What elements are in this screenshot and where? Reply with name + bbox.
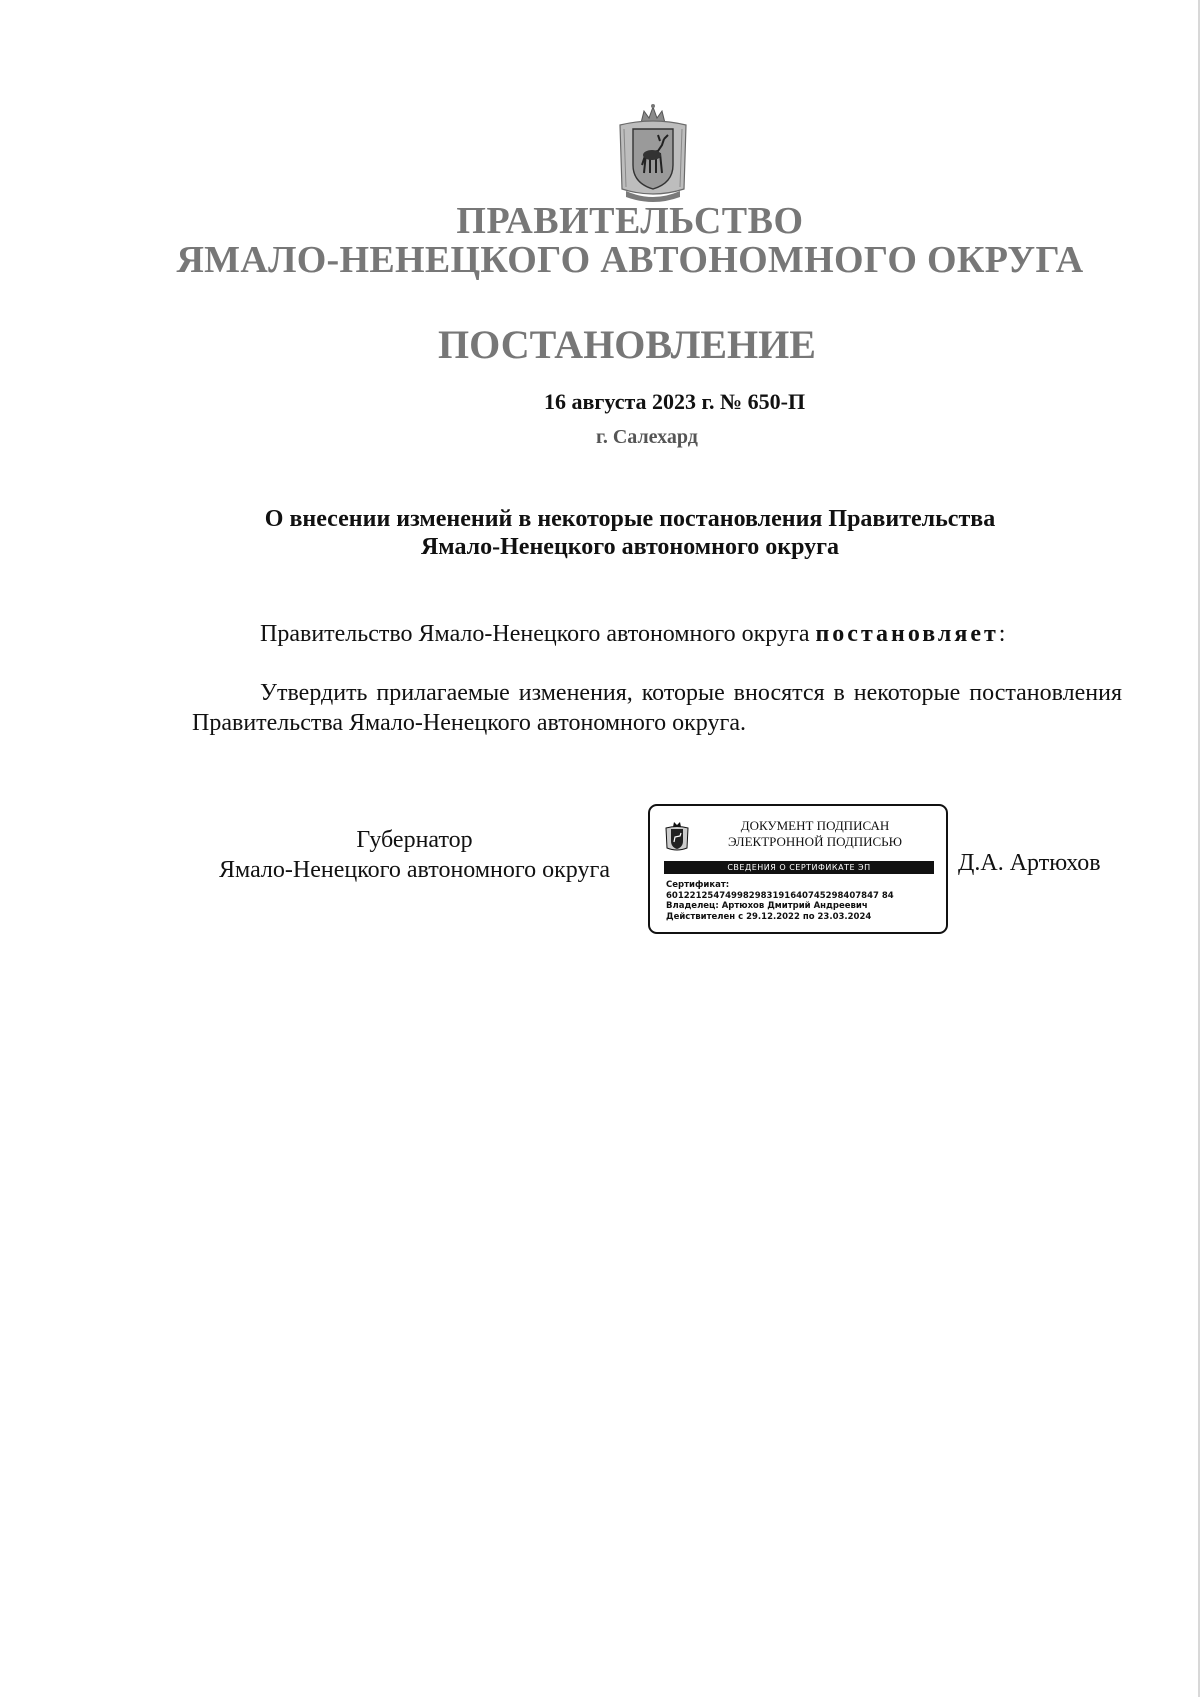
signer-title xyxy=(192,825,637,885)
stamp-owner: Владелец: Артюхов Дмитрий Андреевич xyxy=(666,901,868,911)
subject-line2: Ямало-Ненецкого автономного округа xyxy=(420,534,840,560)
stamp-heading-line2: ЭЛЕКТРОННОЙ ПОДПИСЬЮ xyxy=(728,834,902,849)
stamp-cert-label: Сертификат: xyxy=(666,880,730,890)
stamp-heading-line1: ДОКУМЕНТ ПОДПИСАН xyxy=(740,818,890,833)
document-city: г. Салехард xyxy=(596,426,698,448)
intro-text: Правительство Ямало-Ненецкого автономного округа xyxy=(260,621,816,647)
org-name-line1: ПРАВИТЕЛЬСТВО xyxy=(456,200,804,242)
coat-of-arms-icon xyxy=(616,103,690,203)
stamp-heading xyxy=(690,818,940,850)
signer-name: Д.А. Артюхов xyxy=(958,850,1101,876)
subject-line1: О внесении изменений в некоторые постановления Правительства xyxy=(264,506,996,532)
document-date-number: 16 августа 2023 г. № 650-П xyxy=(544,389,806,414)
signer-title-line1: Губернатор xyxy=(356,827,473,853)
stamp-validity: Действителен с 29.12.2022 по 23.03.2024 xyxy=(666,911,872,922)
intro-tail: : xyxy=(998,621,1006,647)
resolution-intro xyxy=(260,621,1005,648)
org-name-line2: ЯМАЛО-НЕНЕЦКОГО АВТОНОМНОГО ОКРУГА xyxy=(176,239,1084,281)
resolution-body: Утвердить прилагаемые изменения, которые вносятся в некоторые постановления Правительства Ямало-Ненецкого автономного округа. xyxy=(192,680,1122,736)
document-type-title: ПОСТАНОВЛЕНИЕ xyxy=(438,322,816,367)
signer-title-line2: Ямало-Ненецкого автономного округа xyxy=(219,857,610,883)
electronic-signature-stamp xyxy=(648,804,948,934)
stamp-cert-number: 601221254749982983191640745298407847 84 xyxy=(666,890,894,901)
intro-emphasis: постановляет xyxy=(815,621,999,647)
stamp-certificate-bar: СВЕДЕНИЯ О СЕРТИФИКАТЕ ЭП xyxy=(664,861,934,874)
stamp-certificate-details xyxy=(666,880,894,922)
stamp-emblem-icon xyxy=(664,820,690,852)
document-subject xyxy=(200,505,1060,561)
